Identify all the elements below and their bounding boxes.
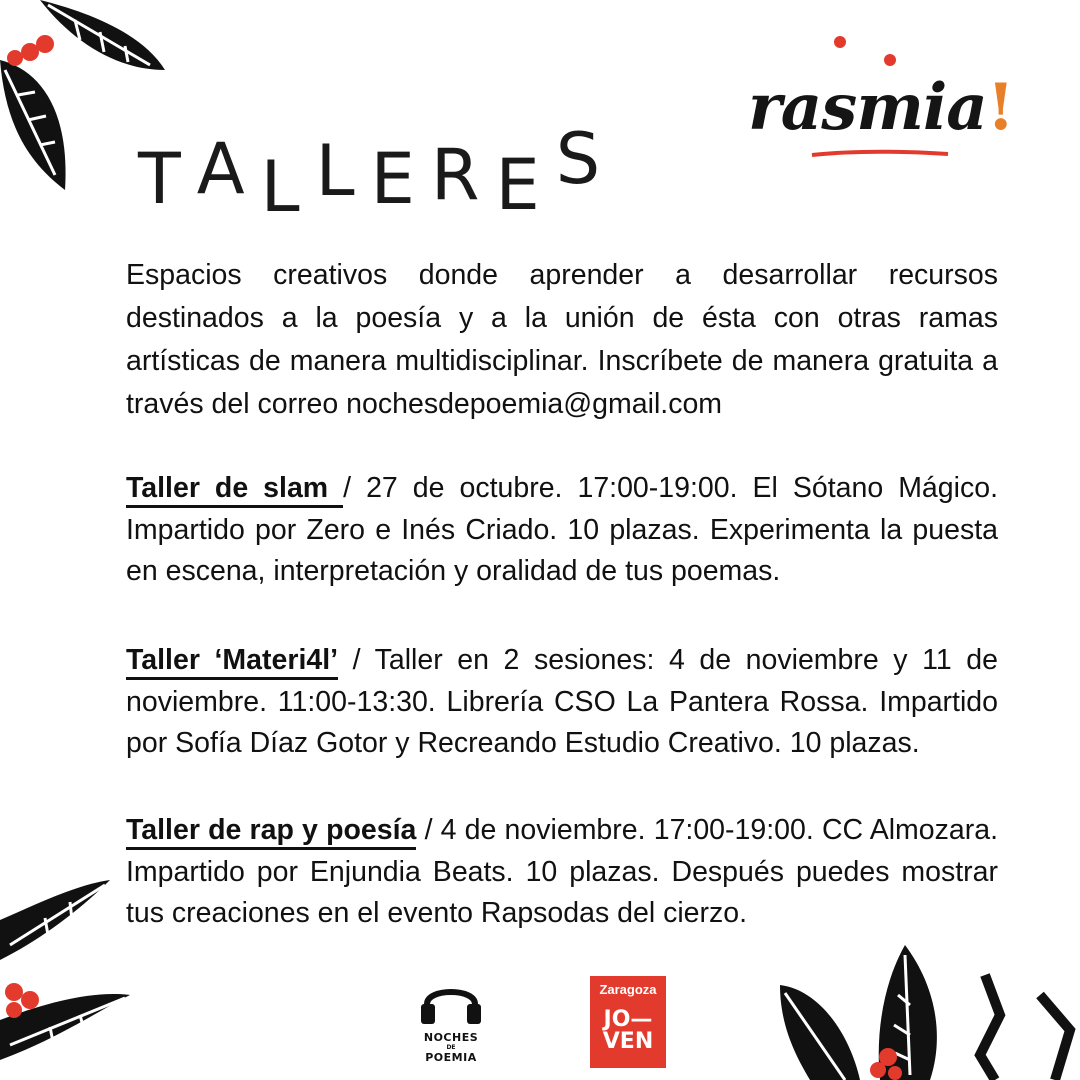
workshop-details: / Taller en 2 sesiones: 4 de noviembre y 11 de noviembre. 11:00-13:30. Librería CSO La Pantera Rossa. Impartido por Sofía Díaz Gotor y Recreando Estudio Creativo. 10 plazas.	[126, 644, 998, 759]
title-letter: A	[196, 128, 251, 210]
rasmia-logo	[748, 70, 1014, 145]
title-letter: S	[555, 118, 607, 200]
rasmia-logo-exclamation: !	[986, 70, 1014, 145]
workshop-title: Taller ‘Materi4l’	[126, 644, 338, 680]
rasmia-underline	[810, 146, 950, 164]
workshop-item	[126, 640, 998, 765]
rasmia-logo-text: rasmia	[748, 70, 987, 145]
title-letter: T	[138, 138, 187, 220]
zaragoza-logo-line1: JO—	[603, 1007, 653, 1032]
zaragoza-logo-city: Zaragoza	[599, 982, 657, 997]
workshop-title: Taller de rap y poesía	[126, 814, 416, 850]
title-letter: L	[315, 130, 361, 212]
page-title	[138, 118, 607, 228]
noches-de-poemia-logo	[408, 978, 494, 1064]
workshop-title: Taller de slam	[126, 472, 343, 508]
workshop-details: / 4 de noviembre. 17:00-19:00. CC Almozara. Impartido por Enjundia Beats. 10 plazas. Después puedes mostrar tus creaciones en el evento Rapsodas del cierzo.	[126, 814, 998, 929]
title-letter: R	[430, 134, 486, 216]
title-letter: L	[260, 146, 306, 228]
zaragoza-logo-line2: VEN	[602, 1029, 654, 1054]
noches-logo-line1: NOCHES	[423, 1031, 479, 1044]
workshop-item	[126, 810, 998, 935]
leaf-decoration-bottom-left	[0, 880, 130, 1080]
leaf-decoration-bottom-right	[770, 945, 1080, 1080]
noches-logo-line2: DE	[446, 1044, 456, 1051]
title-letter: E	[370, 138, 421, 220]
workshop-details: / 27 de octubre. 17:00-19:00. El Sótano Mágico. Impartido por Zero e Inés Criado. 10 plazas. Experimenta la puesta en escena, interpretación y oralidad de tus poemas.	[126, 472, 998, 587]
noches-logo-line3: POEMIA	[425, 1051, 477, 1064]
workshop-item	[126, 468, 998, 593]
headphones-icon	[408, 978, 494, 1031]
zaragoza-joven-logo	[590, 976, 666, 1068]
intro-paragraph: Espacios creativos donde aprender a desarrollar recursos destinados a la poesía y a la unión de ésta con otras ramas artísticas de manera multidisciplinar. Inscríbete de manera gratuita a través del correo nochesdepoemia@gmail.com	[126, 259, 998, 420]
title-letter: E	[495, 144, 546, 226]
brand-dots	[830, 30, 910, 75]
